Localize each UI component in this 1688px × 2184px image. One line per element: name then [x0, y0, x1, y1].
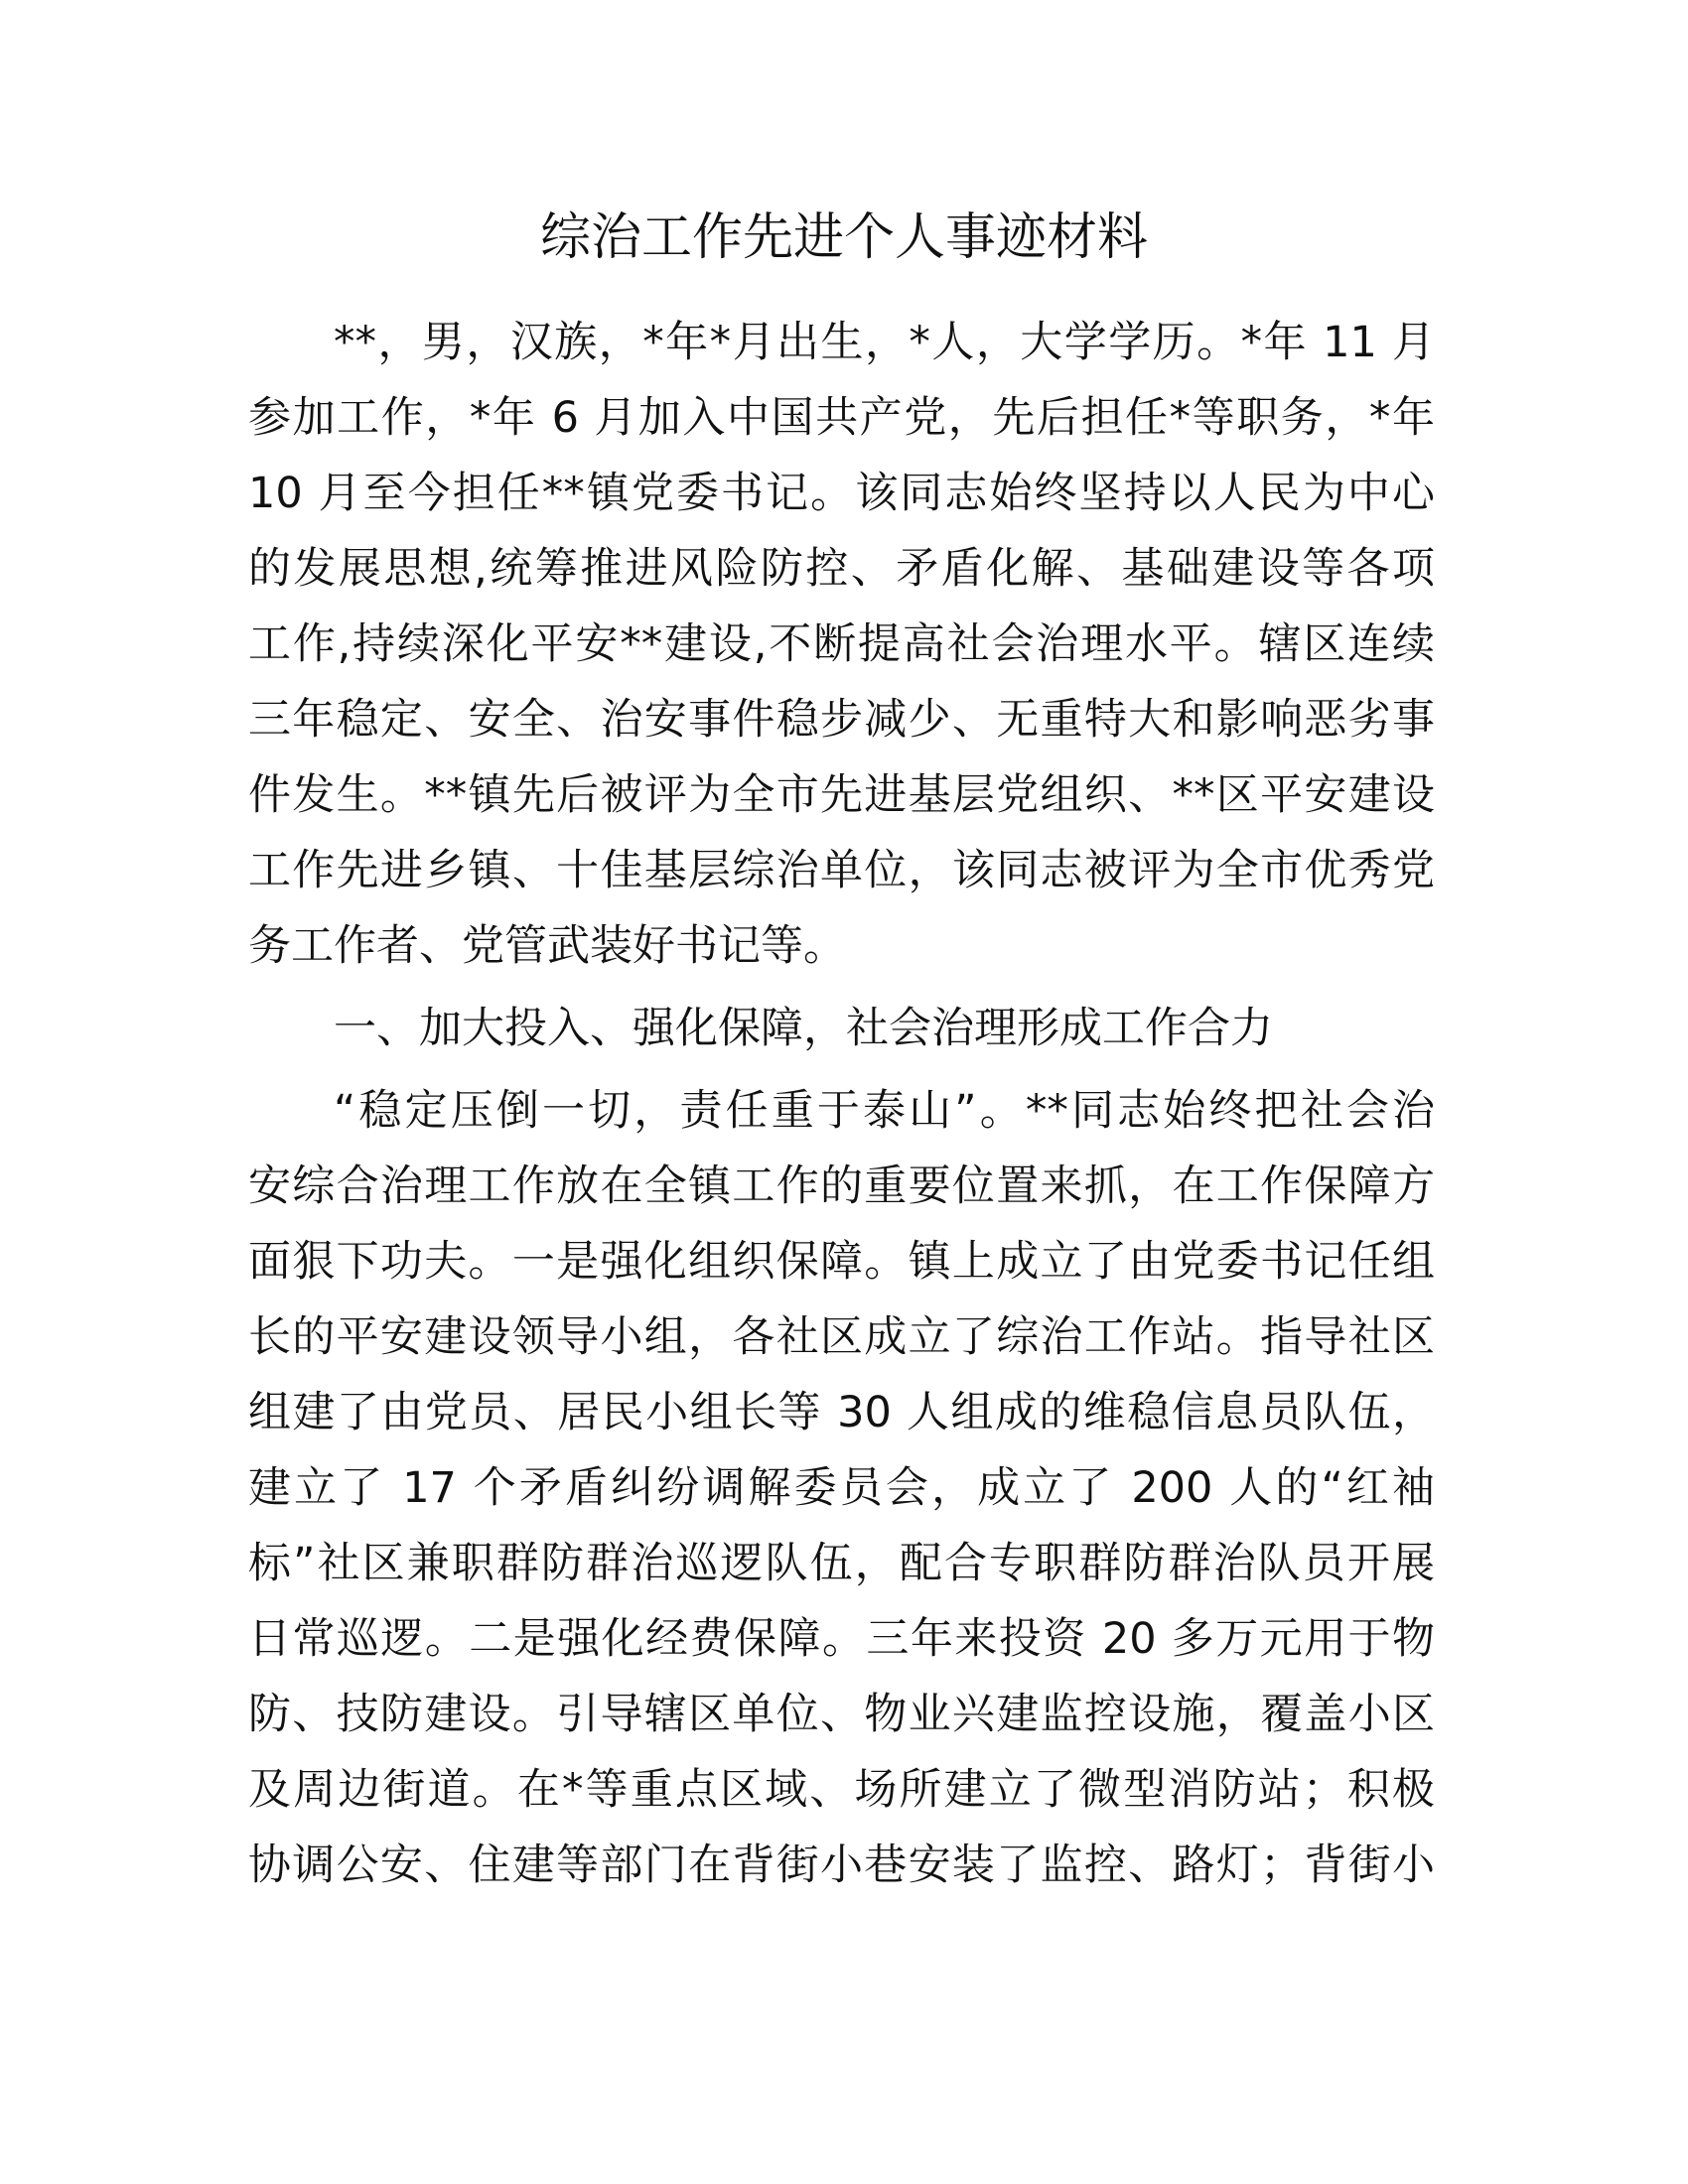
paragraph-line: 面狠下功夫。一是强化组织保障。镇上成立了由党委书记任组: [248, 1237, 1435, 1287]
paragraph-line: 参加工作，*年 6 月加入中国共产党，先后担任*等职务，*年: [248, 393, 1435, 443]
paragraph-line: 10 月至今担任**镇党委书记。该同志始终坚持以人民为中心: [248, 469, 1435, 518]
paragraph-line: 协调公安、住建等部门在背街小巷安装了监控、路灯；背街小: [248, 1841, 1435, 1890]
paragraph-line: 长的平安建设领导小组，各社区成立了综治工作站。指导社区: [248, 1312, 1435, 1362]
section-heading: 一、加大投入、强化保障，社会治理形成工作合力: [334, 1004, 1273, 1053]
paragraph-line: 组建了由党员、居民小组长等 30 人组成的维稳信息员队伍，: [248, 1388, 1435, 1437]
paragraph-line: 安综合治理工作放在全镇工作的重要位置来抓，在工作保障方: [248, 1161, 1435, 1211]
paragraph-line: 工作先进乡镇、十佳基层综治单位，该同志被评为全市优秀党: [248, 846, 1435, 895]
paragraph-line: 日常巡逻。二是强化经费保障。三年来投资 20 多万元用于物: [248, 1614, 1435, 1664]
paragraph-line: 的发展思想,统筹推进风险防控、矛盾化解、基础建设等各项: [248, 544, 1435, 594]
paragraph-line: 件发生。**镇先后被评为全市先进基层党组织、**区平安建设: [248, 770, 1435, 820]
paragraph-line: 及周边街道。在*等重点区域、场所建立了微型消防站；积极: [248, 1765, 1435, 1815]
paragraph-line: **，男，汉族，*年*月出生，*人，大学学历。*年 11 月: [334, 318, 1435, 367]
paragraph-line: 工作,持续深化平安**建设,不断提高社会治理水平。辖区连续: [248, 619, 1435, 669]
paragraph-line: 建立了 17 个矛盾纠纷调解委员会，成立了 200 人的“红袖: [248, 1463, 1435, 1513]
paragraph-line: 务工作者、党管武装好书记等。: [248, 921, 846, 971]
document-title: 综治工作先进个人事迹材料: [539, 208, 1148, 267]
paragraph-line: 三年稳定、安全、治安事件稳步减少、无重特大和影响恶劣事: [248, 695, 1435, 745]
paragraph-line: “稳定压倒一切，责任重于泰山”。**同志始终把社会治: [334, 1086, 1435, 1136]
paragraph-line: 防、技防建设。引导辖区单位、物业兴建监控设施，覆盖小区: [248, 1690, 1435, 1739]
paragraph-line: 标”社区兼职群防群治巡逻队伍，配合专职群防群治队员开展: [248, 1539, 1435, 1588]
